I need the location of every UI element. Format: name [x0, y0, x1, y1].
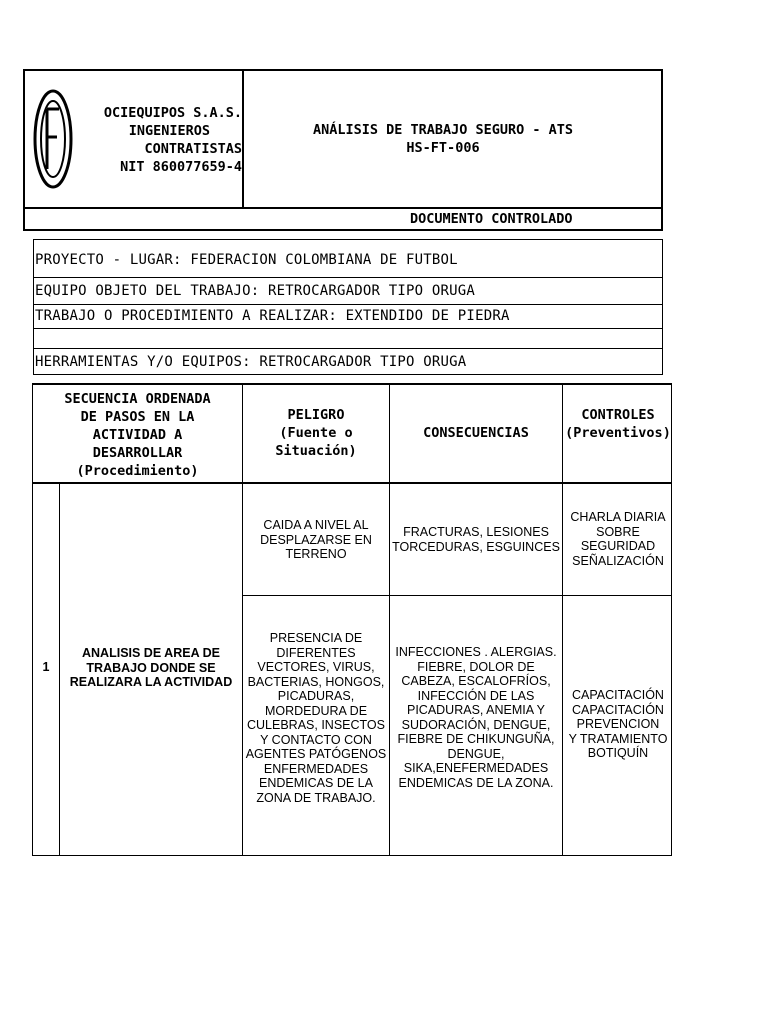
table-header-line — [32, 482, 672, 484]
procedure-field: TRABAJO O PROCEDIMIENTO A REALIZAR: EXTENDIDO DE PIEDRA — [35, 308, 510, 324]
controlled-document-label: DOCUMENTO CONTROLADO — [410, 211, 573, 227]
info-line-4 — [33, 348, 663, 349]
equipment-field: EQUIPO OBJETO DEL TRABAJO: RETROCARGADOR TIPO ORUGA — [35, 283, 476, 299]
company-line-3: CONTRATISTAS — [144, 141, 242, 157]
header-hazard: PELIGRO (Fuente o Situación) — [275, 407, 357, 459]
header-consequences: CONSECUENCIAS — [423, 425, 529, 441]
tools-field: HERRAMIENTAS Y/O EQUIPOS: RETROCARGADOR TIPO ORUGA — [35, 354, 467, 370]
row-2-controls: CAPACITACIÓN CAPACITACIÓN PREVENCION Y TRATAMIENTO BOTIQUÍN — [568, 688, 668, 760]
header-sequence: SECUENCIA ORDENADA DE PASOS EN LA ACTIVIDAD A DESARROLLAR (Procedimiento) — [64, 391, 211, 479]
row-divider — [242, 595, 672, 596]
project-field: PROYECTO - LUGAR: FEDERACION COLOMBIANA DE FUTBOL — [35, 252, 458, 268]
row-2-hazard: PRESENCIA DE DIFERENTES VECTORES, VIRUS, BACTERIAS, HONGOS, PICADURAS, MORDEDURA DE CULEBRAS, INSECTOS Y CONTACTO CON AGENTES PATÓGENOS ENFERMEDADES ENDEMICAS DE LA ZONA DE TRABAJO. — [245, 631, 387, 805]
company-nit: NIT 860077659-4 — [120, 159, 242, 175]
row-2-consequences: INFECCIONES . ALERGIAS. FIEBRE, DOLOR DE CABEZA, ESCALOFRÍOS, INFECCIÓN DE LAS PICADURAS, ANEMIA Y SUDORACIÓN, DENGUE, FIEBRE DE CHIKUNGUÑA, DENGUE, SIKA,ENEFERMEDADES ENDEMICAS DE LA ZONA. — [395, 645, 557, 790]
document-title — [244, 121, 642, 157]
blank-field — [33, 329, 653, 347]
company-info — [78, 104, 242, 176]
col-line-consequences — [562, 385, 563, 856]
row-1-hazard: CAIDA A NIVEL AL DESPLAZARSE EN TERRENO — [260, 518, 372, 561]
header-divider — [23, 207, 663, 209]
step-number: 1 — [42, 660, 50, 674]
title-line-1: ANÁLISIS DE TRABAJO SEGURO - ATS — [312, 122, 574, 138]
document-code: HS-FT-006 — [406, 140, 480, 156]
row-1-controls: CHARLA DIARIA SOBRE SEGURIDAD SEÑALIZACIÓN — [570, 510, 666, 568]
company-name: OCIEQUIPOS S.A.S. — [103, 105, 242, 121]
company-logo — [33, 87, 73, 191]
company-line-2: INGENIEROS — [128, 123, 210, 139]
step-description: ANALISIS DE AREA DE TRABAJO DONDE SE REALIZARA LA ACTIVIDAD — [69, 646, 233, 689]
info-line-1 — [33, 277, 663, 278]
row-1-consequences: FRACTURAS, LESIONES TORCEDURAS, ESGUINCES — [392, 525, 560, 554]
header-controls: CONTROLES (Preventivos) — [565, 407, 671, 441]
